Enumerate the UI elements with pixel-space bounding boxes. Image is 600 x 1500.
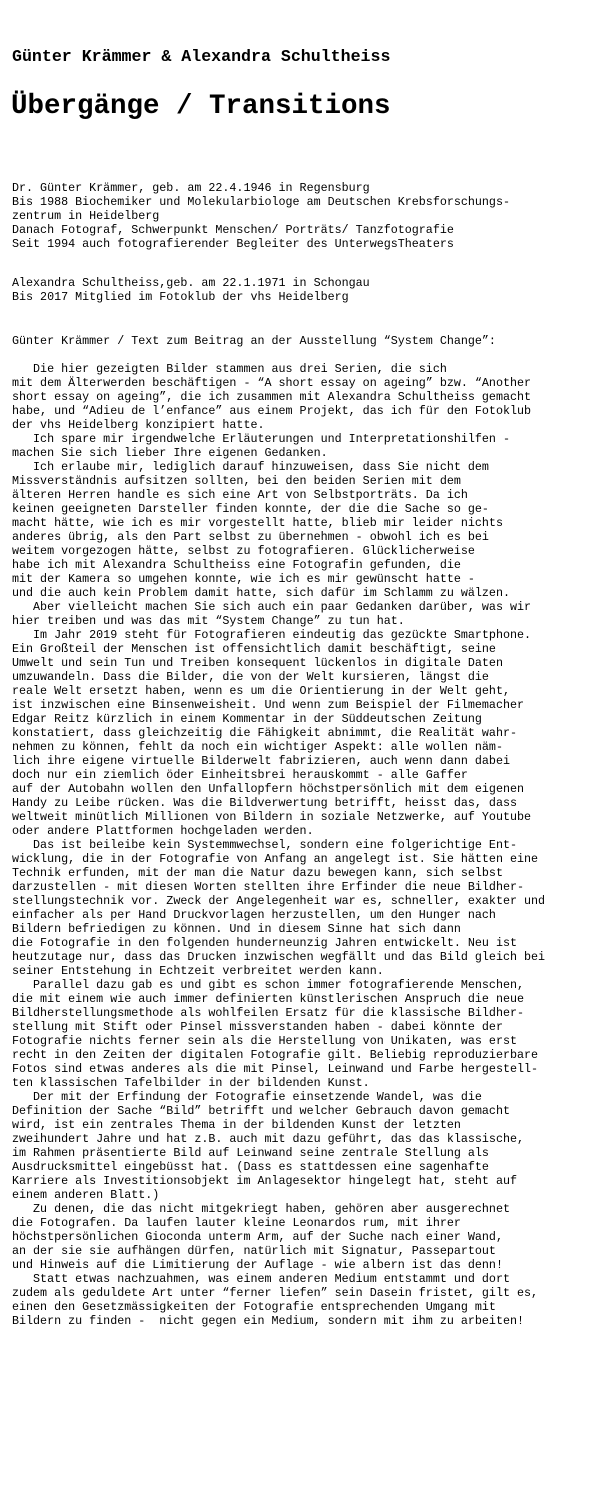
essay-line: anderes übrig, als den Part selbst zu übernehmen - obwohl ich es bei bbox=[12, 530, 489, 544]
essay-line: weitem vorgezogen hätte, selbst zu fotografieren. Glücklicherweise bbox=[12, 544, 475, 558]
essay-line: einen den Gesetzmässigkeiten der Fotografie entsprechenden Umgang mit bbox=[12, 1300, 496, 1314]
essay-line: höchstpersönlichen Gioconda unterm Arm, auf der Suche nach einer Wand, bbox=[12, 1230, 503, 1244]
essay-line: nehmen zu können, fehlt da noch ein wichtiger Aspekt: alle wollen näm- bbox=[12, 740, 503, 754]
bio-kraemmer bbox=[12, 181, 510, 251]
essay-line: Karriere als Investitionsobjekt im Anlagesektor hingelegt hat, steht auf bbox=[12, 1174, 517, 1188]
essay-line: Handy zu Leibe rücken. Was die Bildverwertung betrifft, heisst das, dass bbox=[12, 796, 517, 810]
essay-line: Im Jahr 2019 steht für Fotografieren eindeutig das gezückte Smartphone. bbox=[12, 628, 532, 642]
essay-line: recht in den Zeiten der digitalen Fotografie gilt. Beliebig reproduzierbare bbox=[12, 1048, 539, 1062]
essay-line: doch nur ein ziemlich öder Einheitsbrei herauskommt - alle Gaffer bbox=[12, 768, 468, 782]
essay-line: ist inzwischen eine Binsenweisheit. Und wenn zum Beispiel der Filmemacher bbox=[12, 698, 524, 712]
essay-line: Fotografie nichts ferner sein als die Herstellung von Unikaten, was erst bbox=[12, 1034, 517, 1048]
bio-line: Alexandra Schultheiss,geb. am 22.1.1971 in Schongau bbox=[12, 276, 370, 290]
essay-line: Definition der Sache “Bild” betrifft und welcher Gebrauch davon gemacht bbox=[12, 1104, 510, 1118]
essay-line: Edgar Reitz kürzlich in einem Kommentar in der Süddeutschen Zeitung bbox=[12, 712, 482, 726]
essay-line: Zu denen, die das nicht mitgekriegt haben, gehören aber ausgerechnet bbox=[12, 1202, 510, 1216]
essay-line: heutzutage nur, dass das Drucken inzwischen wegfällt und das Bild gleich bei bbox=[12, 950, 546, 964]
intro-text: Günter Krämmer / Text zum Beitrag an der Ausstellung “System Change”: bbox=[12, 334, 496, 348]
bio-schultheiss bbox=[12, 276, 370, 304]
essay-line: lich ihre eigene virtuelle Bilderwelt fabrizieren, auch wenn dann dabei bbox=[12, 754, 510, 768]
essay-line: Bildern zu finden - nicht gegen ein Medium, sondern mit ihm zu arbeiten! bbox=[12, 1314, 524, 1328]
essay-line: ten klassischen Tafelbilder in der bildenden Kunst. bbox=[12, 1076, 370, 1090]
essay-line: der vhs Heidelberg konzipiert hatte. bbox=[12, 418, 265, 432]
bio-line: Bis 2017 Mitglied im Fotoklub der vhs Heidelberg bbox=[12, 290, 349, 304]
essay-line: Ausdrucksmittel eingebüsst hat. (Dass es stattdessen eine sagenhafte bbox=[12, 1160, 489, 1174]
bio-line: Danach Fotograf, Schwerpunkt Menschen/ Porträts/ Tanzfotografie bbox=[12, 223, 454, 237]
essay-line: macht hätte, wie ich es mir vorgestellt hatte, blieb mir leider nichts bbox=[12, 516, 503, 530]
essay-line: habe ich mit Alexandra Schultheiss eine Fotografin gefunden, die bbox=[12, 558, 461, 572]
essay-line: Missverständnis aufsitzen sollten, bei den beiden Serien mit dem bbox=[12, 474, 461, 488]
essay-line: reale Welt ersetzt haben, wenn es um die Orientierung in der Welt geht, bbox=[12, 684, 510, 698]
essay-line: Technik erfunden, mit der man die Natur dazu bewegen kann, sich selbst bbox=[12, 866, 503, 880]
essay-line: Parallel dazu gab es und gibt es schon immer fotografierende Menschen, bbox=[12, 978, 524, 992]
essay-line: die mit einem wie auch immer definierten künstlerischen Anspruch die neue bbox=[12, 992, 524, 1006]
essay-line: umzuwandeln. Dass die Bilder, die von der Welt kursieren, längst die bbox=[12, 670, 489, 684]
essay-body bbox=[12, 362, 600, 1328]
essay-line: die Fotografie in den folgenden hunderneunzig Jahren entwickelt. Neu ist bbox=[12, 936, 517, 950]
essay-line: einem anderen Blatt.) bbox=[12, 1188, 160, 1202]
intro-line bbox=[12, 334, 496, 348]
essay-line: auf der Autobahn wollen den Unfallopfern höchstpersönlich mit dem eigenen bbox=[12, 782, 524, 796]
essay-line: Bildern befriedigen zu können. Und in diesem Sinne hat sich dann bbox=[12, 922, 461, 936]
essay-line: weltweit minütlich Millionen von Bildern in soziale Netzwerke, auf Youtube bbox=[12, 810, 532, 824]
essay-line: mit der Kamera so umgehen konnte, wie ich es mir gewünscht hatte - bbox=[12, 572, 475, 586]
essay-line: hier treiben und was das mit “System Change” zu tun hat. bbox=[12, 614, 405, 628]
essay-line: oder andere Plattformen hochgeladen werden. bbox=[12, 824, 314, 838]
essay-line: darzustellen - mit diesen Worten stellten ihre Erfinder die neue Bildher- bbox=[12, 880, 524, 894]
essay-line: die Fotografen. Da laufen lauter kleine Leonardos rum, mit ihrer bbox=[12, 1216, 461, 1230]
authors-heading: Günter Krämmer & Alexandra Schultheiss bbox=[12, 47, 391, 66]
essay-line: an der sie sie aufhängen dürfen, natürlich mit Signatur, Passepartout bbox=[12, 1244, 496, 1258]
essay-line: Fotos sind etwas anderes als die mit Pinsel, Leinwand und Farbe hergestell- bbox=[12, 1062, 539, 1076]
essay-line: short essay on ageing”, die ich zusammen mit Alexandra Schultheiss gemacht bbox=[12, 390, 532, 404]
essay-line: zweihundert Jahre und hat z.B. auch mit dazu geführt, das das klassische, bbox=[12, 1132, 524, 1146]
essay-line: wicklung, die in der Fotografie von Anfang an angelegt ist. Sie hätten eine bbox=[12, 852, 539, 866]
essay-line: machen Sie sich lieber Ihre eigenen Gedanken. bbox=[12, 446, 328, 460]
essay-line: konstatiert, dass gleichzeitig die Fähigkeit abnimmt, die Realität wahr- bbox=[12, 726, 517, 740]
essay-line: älteren Herren handle es sich eine Art von Selbstporträts. Da ich bbox=[12, 488, 468, 502]
essay-line: zudem als geduldete Art unter “ferner liefen” sein Dasein fristet, gilt es, bbox=[12, 1286, 539, 1300]
essay-line: stellung mit Stift oder Pinsel missverstanden haben - dabei könnte der bbox=[12, 1020, 503, 1034]
essay-line: und Hinweis auf die Limitierung der Auflage - wie albern ist das denn! bbox=[12, 1258, 503, 1272]
essay-line: Statt etwas nachzuahmen, was einem anderen Medium entstammt und dort bbox=[12, 1272, 510, 1286]
bio-line: Dr. Günter Krämmer, geb. am 22.4.1946 in Regensburg bbox=[12, 181, 370, 195]
essay-line: Der mit der Erfindung der Fotografie einsetzende Wandel, was die bbox=[12, 1090, 482, 1104]
essay-line: Die hier gezeigten Bilder stammen aus drei Serien, die sich bbox=[12, 362, 447, 376]
essay-line: mit dem Älterwerden beschäftigen - “A short essay on ageing” bzw. “Another bbox=[12, 376, 532, 390]
essay-line: Ich spare mir irgendwelche Erläuterungen und Interpretationshilfen - bbox=[12, 432, 510, 446]
essay-line: keinen geeigneten Darsteller finden konnte, der die die Sache so ge- bbox=[12, 502, 489, 516]
essay-line: Das ist beileibe kein Systemmwechsel, sondern eine folgerichtige Ent- bbox=[12, 838, 517, 852]
essay-line: Ein Großteil der Menschen ist offensichtlich damit beschäftigt, seine bbox=[12, 642, 496, 656]
essay-line: einfacher als per Hand Druckvorlagen herzustellen, um den Hunger nach bbox=[12, 908, 496, 922]
essay-line: stellungstechnik vor. Zweck der Angelegenheit war es, schneller, exakter und bbox=[12, 894, 546, 908]
bio-line: zentrum in Heidelberg bbox=[12, 209, 160, 223]
essay-line: habe, und “Adieu de l’enfance” aus einem Projekt, das ich für den Fotoklub bbox=[12, 404, 532, 418]
essay-line: Umwelt und sein Tun und Treiben konsequent lückenlos in digitale Daten bbox=[12, 656, 503, 670]
essay-line: Ich erlaube mir, lediglich darauf hinzuweisen, dass Sie nicht dem bbox=[12, 460, 489, 474]
essay-line: Bildherstellungsmethode als wohlfeilen Ersatz für die klassische Bildher- bbox=[12, 1006, 524, 1020]
page-title: Übergänge / Transitions bbox=[11, 91, 391, 122]
bio-line: Seit 1994 auch fotografierender Begleiter des UnterwegsTheaters bbox=[12, 237, 454, 251]
bio-line: Bis 1988 Biochemiker und Molekularbiologe am Deutschen Krebsforschungs- bbox=[12, 195, 510, 209]
essay-line: und die auch kein Problem damit hatte, sich dafür im Schlamm zu wälzen. bbox=[12, 586, 510, 600]
essay-line: seiner Entstehung in Echtzeit verbreitet werden kann. bbox=[12, 964, 384, 978]
essay-line: wird, ist ein zentrales Thema in der bildenden Kunst der letzten bbox=[12, 1118, 461, 1132]
essay-line: Aber vielleicht machen Sie sich auch ein paar Gedanken darüber, was wir bbox=[12, 600, 532, 614]
essay-line: im Rahmen präsentierte Bild auf Leinwand seine zentrale Stellung als bbox=[12, 1146, 489, 1160]
